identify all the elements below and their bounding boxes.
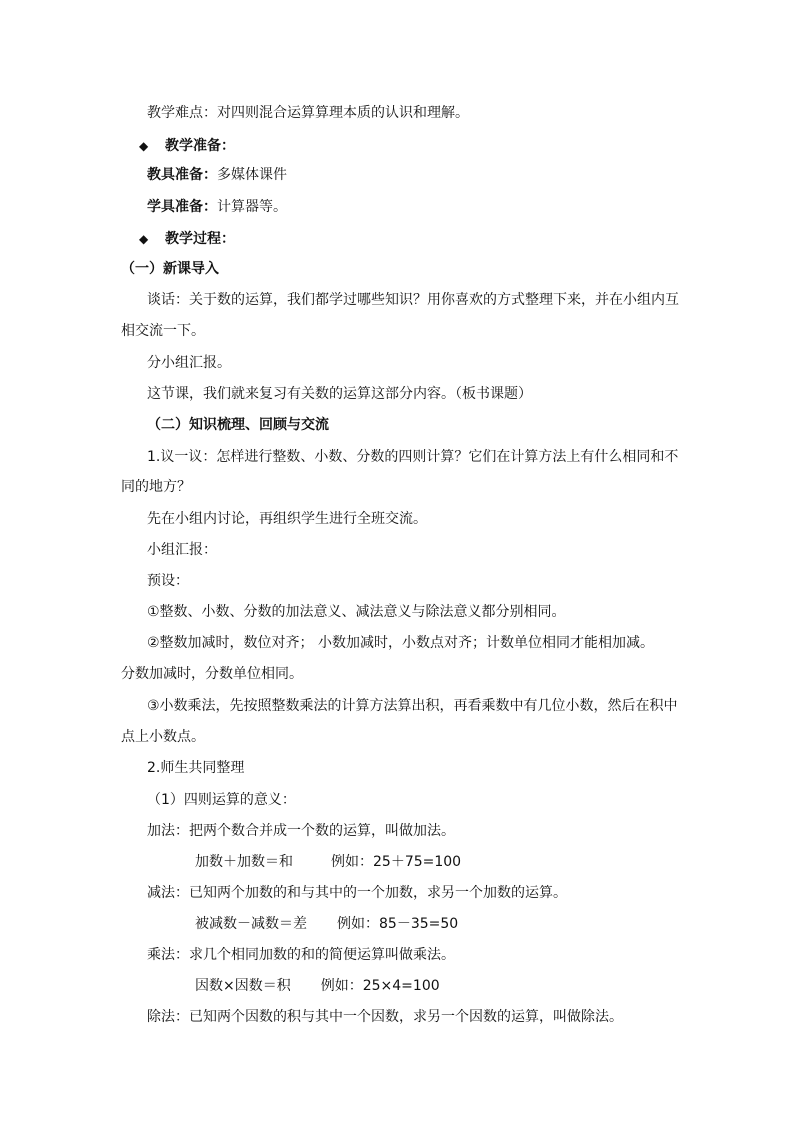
- text-line: 2.师生共同整理: [147, 760, 245, 776]
- subsection-heading: （一）新课导入: [121, 261, 219, 277]
- text-line: 谈话：关于数的运算，我们都学过哪些知识？用你喜欢的方式整理下来，并在小组内互: [147, 292, 679, 308]
- text-line: 相交流一下。: [121, 323, 205, 339]
- section-heading: ◆ 教学过程：: [139, 231, 235, 247]
- text-line: 这节课，我们就来复习有关数的运算这部分内容。（板书课题）: [147, 386, 532, 402]
- subsection-heading: （二）知识梳理、回顾与交流: [147, 417, 329, 433]
- section-heading: ◆ 教学准备：: [139, 138, 235, 154]
- text-line: 教学难点：对四则混合运算算理本质的认识和理解。: [147, 105, 469, 121]
- text-line: 减法：已知两个加数的和与其中的一个加数，求另一个加数的运算。: [147, 885, 567, 901]
- text-line: 点上小数点。: [121, 729, 205, 745]
- text-line: 学具准备：计算器等。: [147, 199, 287, 215]
- text-line: 预设：: [147, 573, 189, 589]
- formula-line: 被减数－减数＝差 例如：85－35=50: [195, 916, 459, 932]
- text-line: 除法：已知两个因数的积与其中一个因数，求另一个因数的运算，叫做除法。: [147, 1009, 623, 1025]
- text-line: 小组汇报：: [147, 542, 217, 558]
- text-line: 1.议一议：怎样进行整数、小数、分数的四则计算？它们在计算方法上有什么相同和不: [147, 449, 679, 465]
- formula-line: 因数×因数＝积 例如：25×4=100: [195, 978, 440, 994]
- text-line: 乘法：求几个相同加数的和的简便运算叫做乘法。: [147, 947, 455, 963]
- text-line: 同的地方？: [121, 479, 191, 495]
- text-line: ②整数加减时，数位对齐； 小数加减时，小数点对齐；计数单位相同才能相加减。: [147, 635, 654, 651]
- formula-line: 加数＋加数＝和 例如：25＋75=100: [195, 854, 462, 870]
- text-line: 分数加减时，分数单位相同。: [121, 666, 303, 682]
- text-line: （1）四则运算的意义：: [147, 792, 296, 808]
- text-line: 教具准备：多媒体课件: [147, 167, 287, 183]
- text-line: 先在小组内讨论，再组织学生进行全班交流。: [147, 511, 427, 527]
- text-line: 加法：把两个数合并成一个数的运算，叫做加法。: [147, 823, 455, 839]
- text-line: 分小组汇报。: [147, 355, 231, 371]
- diamond-bullet-icon: ◆: [139, 139, 149, 153]
- diamond-bullet-icon: ◆: [139, 232, 149, 246]
- text-line: ③小数乘法，先按照整数乘法的计算方法算出积，再看乘数中有几位小数，然后在积中: [147, 698, 678, 714]
- text-line: ①整数、小数、分数的加法意义、减法意义与除法意义都分别相同。: [147, 604, 566, 620]
